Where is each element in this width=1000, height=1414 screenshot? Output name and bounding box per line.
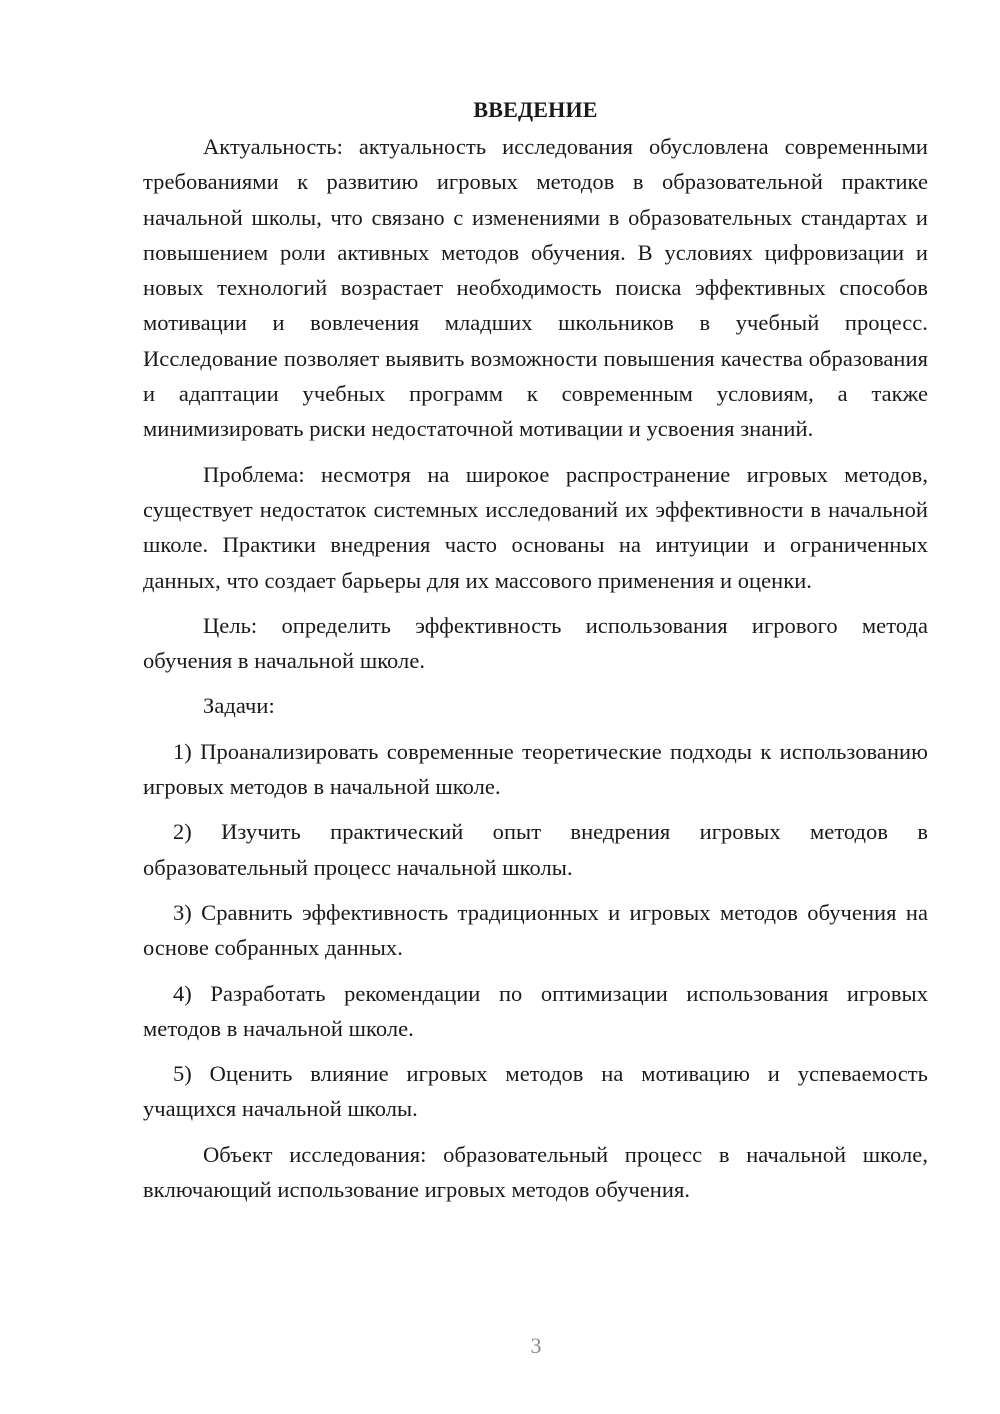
section-heading: ВВЕДЕНИЕ: [473, 97, 598, 122]
goal-paragraph: Цель: определить эффективность использования игрового метода обучения в начальной школе.: [143, 612, 928, 674]
task-item-4: 4) Разработать рекомендации по оптимизации использования игровых методов в начальной школе.: [143, 980, 928, 1041]
tasks-label: Задачи:: [203, 693, 275, 719]
document-page: [143, 92, 928, 1207]
object-paragraph: Объект исследования: образовательный процесс в начальной школе, включающий использование игровых методов обучения.: [143, 1141, 928, 1203]
task-item-3: 3) Сравнить эффективность традиционных и игровых методов обучения на основе собранных данных.: [143, 899, 928, 961]
page-number: 3: [530, 1333, 542, 1358]
task-item-5: 5) Оценить влияние игровых методов на мотивацию и успеваемость учащихся начальной школы.: [143, 1061, 928, 1122]
relevance-paragraph: Актуальность: актуальность исследования обусловлена современными требованиями к развитию игровых методов в образовательной практике начальной школы, что связано с изменениями в образовательных стандартах и повышением роли активных методов обучения. В условиях цифровизации и новых технологий возрастает необходимость поиска эффективных способов мотивации и вовлечения младших школьников в учебный процесс. Исследование позволяет выявить возможности повышения качества образования и адаптации учебных программ к современным условиям, а также минимизировать риски недостаточной мотивации и усвоения знаний.: [143, 134, 928, 442]
task-item-2: 2) Изучить практический опыт внедрения игровых методов в образовательный процесс начальной школы.: [143, 819, 928, 880]
problem-paragraph: Проблема: несмотря на широкое распространение игровых методов, существует недостаток системных исследований их эффективности в начальной школе. Практики внедрения часто основаны на интуиции и ограниченных данных, что создает барьеры для их массового применения и оценки.: [143, 461, 928, 593]
task-item-1: 1) Проанализировать современные теоретические подходы к использованию игровых методов в начальной школе.: [143, 738, 928, 800]
